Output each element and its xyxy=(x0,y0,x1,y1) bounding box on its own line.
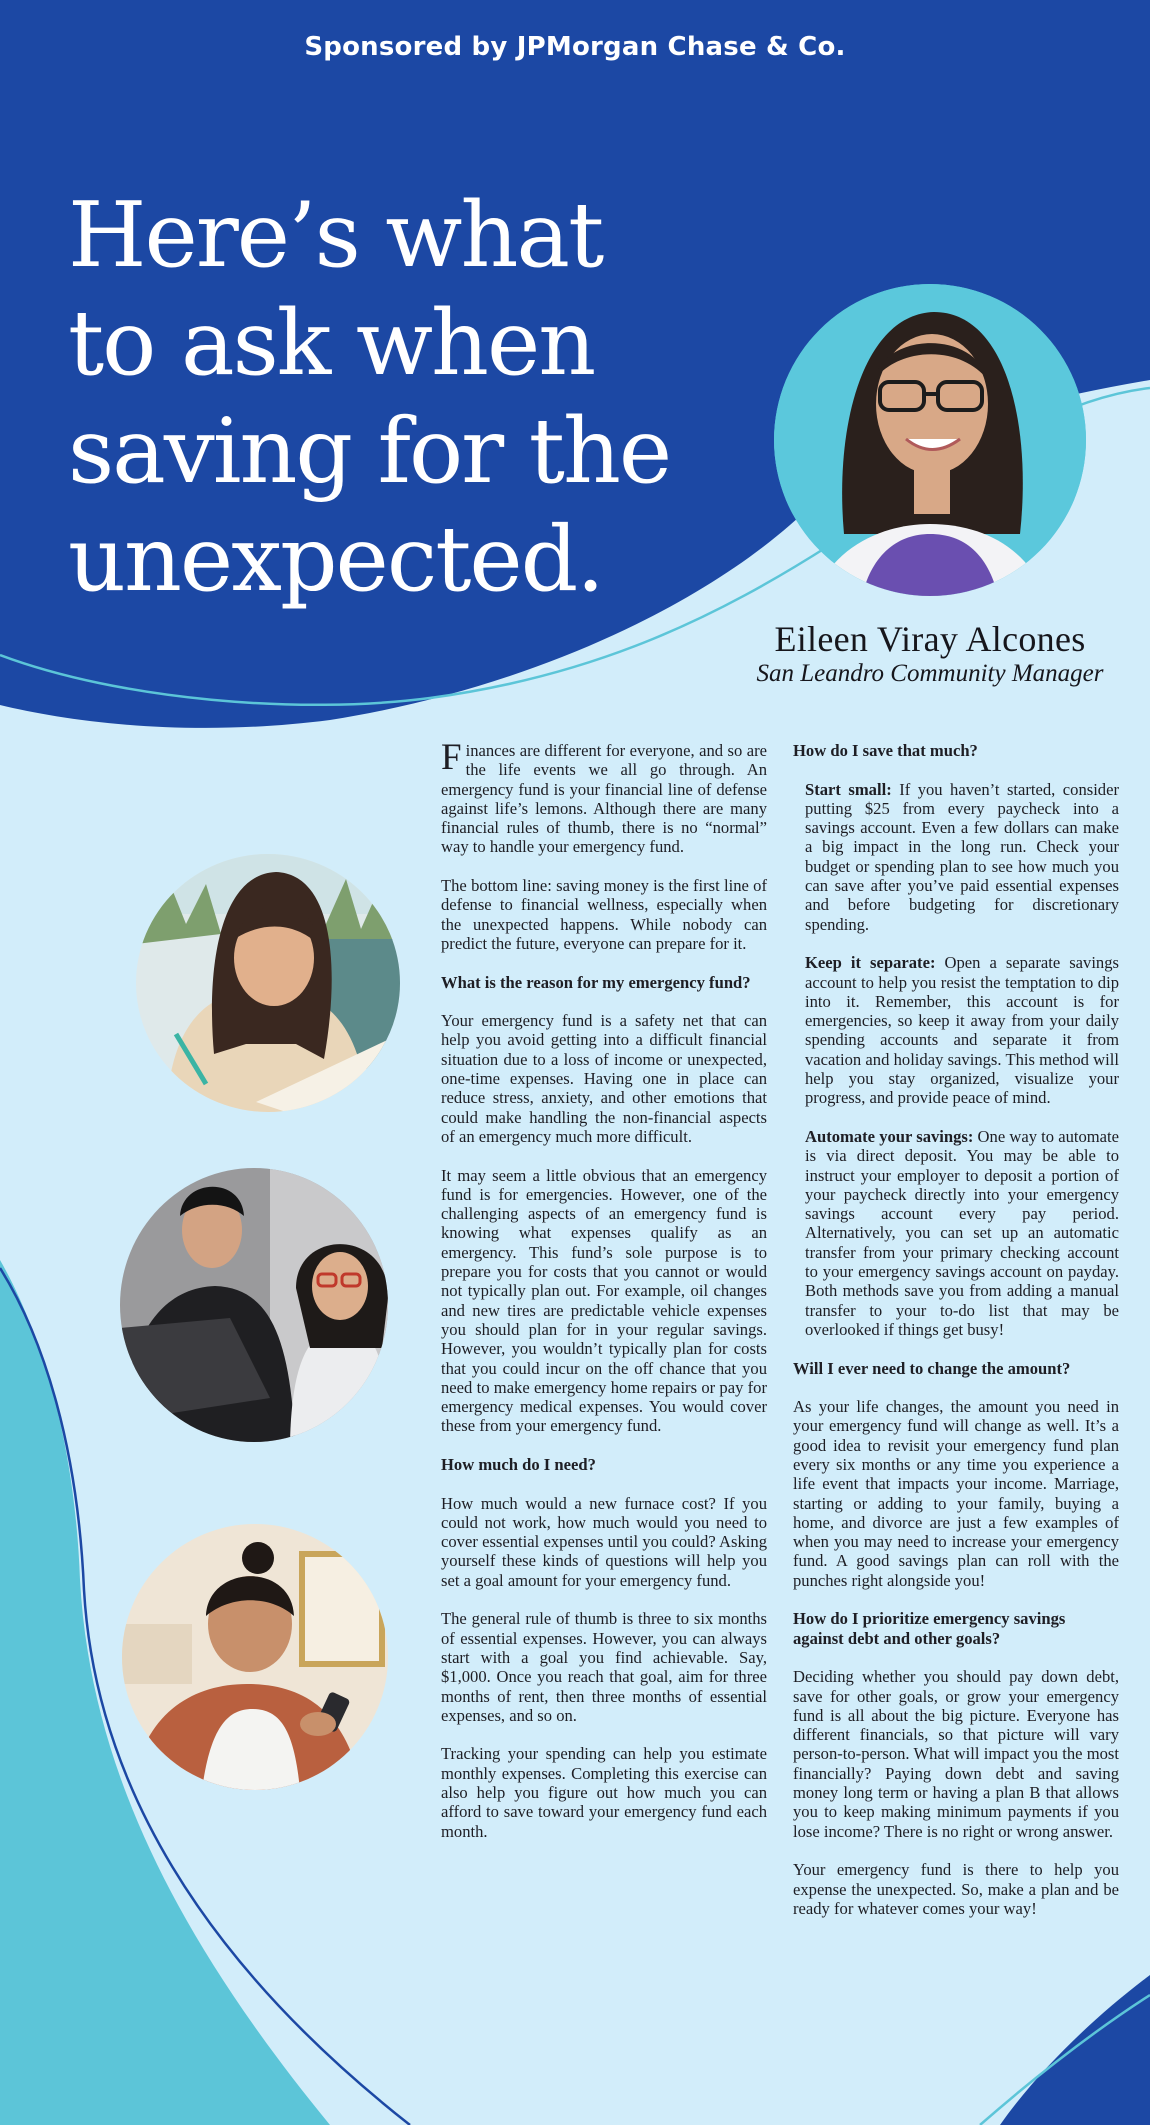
intro-paragraph-2: The bottom line: saving money is the first line of defense to financial wellness, especially when the unexpected happens. While nobody can predict the future, everyone can prepare for it. xyxy=(441,876,767,953)
profile-title: San Leandro Community Manager xyxy=(756,660,1104,687)
section-heading-prioritize: How do I prioritize emergency savings against debt and other goals? xyxy=(793,1609,1066,1648)
tip-label: Automate your savings: xyxy=(805,1126,974,1146)
tip-automate xyxy=(793,1127,1119,1339)
tip-text: One way to automate is via direct deposit. You may be able to instruct your employer to deposit a portion of your paycheck directly into your emergency savings account every pay period. Alternatively, you can set up an automatic transfer from your primary checking account to your emergency savings account on payday. Both methods save you from adding a manual transfer to your to-do list that may be overlooked if things get busy! xyxy=(805,1126,1120,1339)
section-heading-reason: What is the reason for my emergency fund? xyxy=(441,972,751,992)
reason-paragraph-2: It may seem a little obvious that an emergency fund is for emergencies. However, one of the challenging aspects of an emergency fund is knowing what expenses qualify as an emergency. This fund’s sole purpose is to prepare you for costs that you cannot or would not typically plan out. For example, oil changes and new tires are predictable vehicle expenses you should plan for in your regular savings. However, you wouldn’t typically plan for costs that you could incur on the off chance that you need to make emergency home repairs or pay for emergency medical expenses. You would cover these from your emergency fund. xyxy=(441,1165,767,1436)
need-paragraph-2: The general rule of thumb is three to six months of essential expenses. However, you can always start with a goal you find achievable. Say, $1,000. Once you reach that goal, aim for three months of rent, then three months of essential expenses, and so on. xyxy=(441,1609,767,1725)
intro-paragraph xyxy=(441,737,767,857)
article-column-right xyxy=(793,741,1119,1937)
closing-paragraph: Your emergency fund is there to help you expense the unexpected. So, make a plan and be ready for whatever comes your way! xyxy=(793,1860,1119,1918)
photo-woman-writing xyxy=(136,854,400,1112)
profile-name: Eileen Viray Alcones xyxy=(774,619,1086,659)
section-heading-save: How do I save that much? xyxy=(793,741,978,760)
sponsor-label: Sponsored by JPMorgan Chase & Co. xyxy=(304,32,846,62)
prioritize-paragraph: Deciding whether you should pay down debt, save for other goals, or grow your emergency fund is all about the big picture. Everyone has different financials, so that picture will vary person-to-person. What will impact you the most financially? Paying down debt and saving money long term or having a plan B that allows you to keep making minimum payments if you lose income? There is no right or wrong answer. xyxy=(793,1667,1119,1841)
tip-text: If you haven’t started, consider putting $25 from every paycheck into a savings account. Even a few dollars can make a big impact in the long run. Check your budget or spending plan to see how much you can save after you’ve paid essential expenses and before budgeting for discretionary spending. xyxy=(805,779,1119,934)
reason-paragraph-1: Your emergency fund is a safety net that can help you avoid getting into a difficult financial situation due to a loss of income or unexpected, one-time expenses. Having one in place can reduce stress, anxiety, and other emotions that could make handling the non-financial aspects of an emergency much more difficult. xyxy=(441,1011,767,1146)
intro-text: inances are different for everyone, and so are the life events we all go through. An emergency fund is your financial line of defense against life’s lemons. Although there are many financial rules of thumb, there is no “normal” way to handle your emergency fund. xyxy=(441,741,767,857)
profile-portrait xyxy=(774,284,1086,596)
need-paragraph-3: Tracking your spending can help you estimate monthly expenses. Completing this exercise can also help you figure out how much you can afford to save toward your emergency fund each month. xyxy=(441,1744,767,1841)
tip-label: Start small: xyxy=(805,779,892,799)
photo-couple-laptop xyxy=(120,1168,388,1442)
section-heading-need: How much do I need? xyxy=(441,1454,596,1474)
need-paragraph-1: How much would a new furnace cost? If you could not work, how much would you need to cover essential expenses until you could? Asking yourself these kinds of questions will help you set a goal amount for your emergency fund. xyxy=(441,1493,767,1590)
headline xyxy=(68,182,708,614)
tip-text: Open a separate savings account to help you resist the temptation to dip into it. Remember, this account is for emergencies, so keep it away from your daily spending accounts and separate it from vacation and holiday savings. This method will help you stay organized, visualize your progress, and provide peace of mind. xyxy=(805,953,1119,1108)
drop-cap: F xyxy=(441,737,462,778)
headline-line: unexpected. xyxy=(68,507,603,612)
tip-start-small xyxy=(793,780,1119,934)
article-column-left xyxy=(441,737,767,1860)
headline-line: Here’s what xyxy=(68,183,603,288)
headline-line: saving for the xyxy=(68,399,671,504)
change-paragraph: As your life changes, the amount you need in your emergency fund will change as well. It’s a good idea to revisit your emergency fund plan every six months or any time you experience a life event that impacts your income. Marriage, starting or adding to your family, buying a home, and divorce are just a few examples of when you may need to increase your emergency fund. A good savings plan can roll with the punches right alongside you! xyxy=(793,1397,1119,1590)
tip-label: Keep it separate: xyxy=(805,953,936,973)
headline-line: to ask when xyxy=(68,291,595,396)
section-heading-change: Will I ever need to change the amount? xyxy=(793,1358,1071,1378)
photo-woman-phone xyxy=(122,1524,388,1790)
tip-keep-separate xyxy=(793,953,1119,1107)
